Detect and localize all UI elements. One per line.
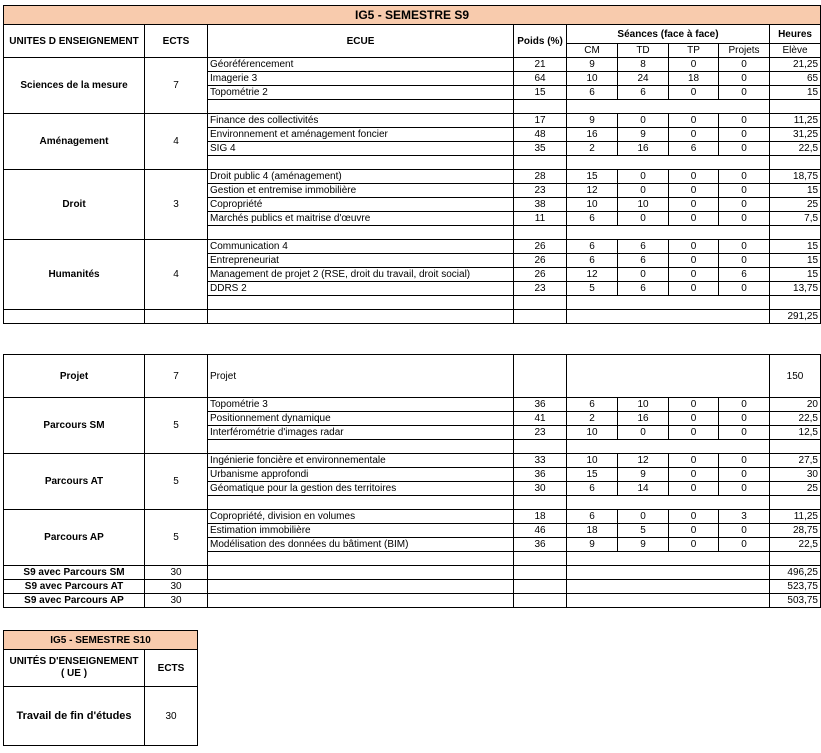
cm-cell: 18 bbox=[567, 524, 618, 538]
cm-cell: 12 bbox=[567, 268, 618, 282]
tp-cell: 0 bbox=[669, 114, 719, 128]
heures-cell: 15 bbox=[770, 184, 821, 198]
projets-cell: 0 bbox=[719, 282, 770, 296]
tp-cell: 0 bbox=[669, 198, 719, 212]
header-row bbox=[4, 25, 821, 44]
table-cell bbox=[567, 226, 770, 240]
summary-label: S9 avec Parcours AT bbox=[4, 580, 145, 594]
summary-ects: 30 bbox=[145, 594, 208, 608]
projets-cell: 0 bbox=[719, 538, 770, 552]
tp-cell: 0 bbox=[669, 426, 719, 440]
s10-ue-ects: 30 bbox=[145, 687, 198, 746]
summary-row bbox=[4, 580, 821, 594]
poids-cell: 18 bbox=[514, 510, 567, 524]
td-cell: 6 bbox=[618, 254, 669, 268]
td-cell: 6 bbox=[618, 240, 669, 254]
table-cell bbox=[567, 566, 770, 580]
heures-cell: 11,25 bbox=[770, 114, 821, 128]
table-cell bbox=[208, 156, 514, 170]
header-heures: Heures bbox=[770, 25, 821, 44]
table-row bbox=[4, 114, 821, 128]
table-cell bbox=[567, 156, 770, 170]
poids-cell: 36 bbox=[514, 398, 567, 412]
ecue-name: Copropriété, division en volumes bbox=[208, 510, 514, 524]
table-cell bbox=[514, 496, 567, 510]
ecue-name: Communication 4 bbox=[208, 240, 514, 254]
table-cell bbox=[514, 594, 567, 608]
td-cell: 0 bbox=[618, 510, 669, 524]
table-cell bbox=[4, 310, 145, 324]
table-cell bbox=[145, 310, 208, 324]
tp-cell: 0 bbox=[669, 454, 719, 468]
table-cell bbox=[514, 355, 567, 398]
cm-cell: 6 bbox=[567, 510, 618, 524]
td-cell: 16 bbox=[618, 142, 669, 156]
ue-ects: 4 bbox=[145, 240, 208, 310]
summary-label: S9 avec Parcours SM bbox=[4, 566, 145, 580]
projets-cell: 0 bbox=[719, 398, 770, 412]
summary-row bbox=[4, 594, 821, 608]
projet-heures: 150 bbox=[770, 355, 821, 398]
summary-row bbox=[4, 566, 821, 580]
tp-cell: 0 bbox=[669, 254, 719, 268]
projets-cell: 0 bbox=[719, 58, 770, 72]
table-cell bbox=[514, 296, 567, 310]
ecue-name: Interférométrie d'images radar bbox=[208, 426, 514, 440]
table-cell bbox=[208, 552, 514, 566]
projets-cell: 6 bbox=[719, 268, 770, 282]
table-cell bbox=[770, 226, 821, 240]
tp-cell: 0 bbox=[669, 240, 719, 254]
heures-cell: 28,75 bbox=[770, 524, 821, 538]
ue-name: Parcours AP bbox=[4, 510, 145, 566]
title-row bbox=[4, 6, 821, 25]
summary-ects: 30 bbox=[145, 580, 208, 594]
header-ecue: ECUE bbox=[208, 25, 514, 58]
td-cell: 0 bbox=[618, 184, 669, 198]
cm-cell: 16 bbox=[567, 128, 618, 142]
poids-cell: 23 bbox=[514, 426, 567, 440]
tp-cell: 0 bbox=[669, 170, 719, 184]
table-cell bbox=[567, 310, 770, 324]
td-cell: 0 bbox=[618, 170, 669, 184]
header-projets: Projets bbox=[719, 44, 770, 58]
projets-cell: 0 bbox=[719, 170, 770, 184]
cm-cell: 2 bbox=[567, 142, 618, 156]
s10-table bbox=[3, 630, 198, 746]
tp-cell: 0 bbox=[669, 212, 719, 226]
table-cell bbox=[514, 552, 567, 566]
tp-cell: 0 bbox=[669, 510, 719, 524]
ecue-name: Positionnement dynamique bbox=[208, 412, 514, 426]
summary-ects: 30 bbox=[145, 566, 208, 580]
ue-name: Droit bbox=[4, 170, 145, 240]
tp-cell: 0 bbox=[669, 524, 719, 538]
td-cell: 6 bbox=[618, 86, 669, 100]
td-cell: 8 bbox=[618, 58, 669, 72]
ecue-name: Gestion et entremise immobilière bbox=[208, 184, 514, 198]
s10-ue-name: Travail de fin d'études bbox=[4, 687, 145, 746]
header-eleve: Elève bbox=[770, 44, 821, 58]
poids-cell: 35 bbox=[514, 142, 567, 156]
table-cell bbox=[208, 566, 514, 580]
table-cell bbox=[567, 100, 770, 114]
cm-cell: 15 bbox=[567, 170, 618, 184]
grand-total-row bbox=[4, 310, 821, 324]
table-cell bbox=[514, 226, 567, 240]
table-cell bbox=[208, 226, 514, 240]
projets-cell: 0 bbox=[719, 524, 770, 538]
heures-cell: 15 bbox=[770, 254, 821, 268]
table-cell bbox=[567, 552, 770, 566]
s9-parcours-table bbox=[3, 354, 821, 608]
header-tp: TP bbox=[669, 44, 719, 58]
header-cm: CM bbox=[567, 44, 618, 58]
table-cell bbox=[770, 296, 821, 310]
poids-cell: 26 bbox=[514, 240, 567, 254]
cm-cell: 6 bbox=[567, 212, 618, 226]
ecue-name: Marchés publics et maitrise d'œuvre bbox=[208, 212, 514, 226]
header-poids: Poids (%) bbox=[514, 25, 567, 58]
td-cell: 0 bbox=[618, 426, 669, 440]
tp-cell: 0 bbox=[669, 538, 719, 552]
table-cell bbox=[567, 496, 770, 510]
ecue-name: Modélisation des données du bâtiment (BIM) bbox=[208, 538, 514, 552]
poids-cell: 26 bbox=[514, 254, 567, 268]
td-cell: 10 bbox=[618, 198, 669, 212]
poids-cell: 38 bbox=[514, 198, 567, 212]
poids-cell: 23 bbox=[514, 282, 567, 296]
ecue-name: Entrepreneuriat bbox=[208, 254, 514, 268]
heures-cell: 21,25 bbox=[770, 58, 821, 72]
cm-cell: 15 bbox=[567, 468, 618, 482]
ue-ects: 3 bbox=[145, 170, 208, 240]
table-cell bbox=[567, 580, 770, 594]
poids-cell: 36 bbox=[514, 538, 567, 552]
grand-total-cell: 291,25 bbox=[770, 310, 821, 324]
table-cell bbox=[514, 156, 567, 170]
projets-cell: 0 bbox=[719, 128, 770, 142]
table-row bbox=[4, 58, 821, 72]
tp-cell: 0 bbox=[669, 86, 719, 100]
ue-name: Parcours SM bbox=[4, 398, 145, 454]
table-cell bbox=[514, 310, 567, 324]
cm-cell: 6 bbox=[567, 86, 618, 100]
projets-cell: 0 bbox=[719, 254, 770, 268]
heures-cell: 25 bbox=[770, 198, 821, 212]
heures-cell: 15 bbox=[770, 240, 821, 254]
td-cell: 10 bbox=[618, 398, 669, 412]
table-cell bbox=[208, 100, 514, 114]
cm-cell: 9 bbox=[567, 538, 618, 552]
ecue-name: Environnement et aménagement foncier bbox=[208, 128, 514, 142]
s10-header-ects: ECTS bbox=[145, 650, 198, 687]
cm-cell: 10 bbox=[567, 426, 618, 440]
projets-cell: 0 bbox=[719, 412, 770, 426]
poids-cell: 33 bbox=[514, 454, 567, 468]
heures-cell: 7,5 bbox=[770, 212, 821, 226]
ecue-name: Urbanisme approfondi bbox=[208, 468, 514, 482]
table-row bbox=[4, 398, 821, 412]
header-seances: Séances (face à face) bbox=[567, 25, 770, 44]
td-cell: 9 bbox=[618, 468, 669, 482]
projets-cell: 0 bbox=[719, 86, 770, 100]
poids-cell: 48 bbox=[514, 128, 567, 142]
cm-cell: 9 bbox=[567, 58, 618, 72]
table-cell bbox=[208, 440, 514, 454]
heures-cell: 15 bbox=[770, 268, 821, 282]
projets-cell: 0 bbox=[719, 212, 770, 226]
cm-cell: 10 bbox=[567, 198, 618, 212]
heures-cell: 22,5 bbox=[770, 142, 821, 156]
poids-cell: 23 bbox=[514, 184, 567, 198]
table-cell bbox=[567, 440, 770, 454]
poids-cell: 26 bbox=[514, 268, 567, 282]
table-cell bbox=[208, 310, 514, 324]
ecue-name: Estimation immobilière bbox=[208, 524, 514, 538]
poids-cell: 15 bbox=[514, 86, 567, 100]
table-cell bbox=[208, 594, 514, 608]
ue-ects: 7 bbox=[145, 58, 208, 114]
tp-cell: 0 bbox=[669, 128, 719, 142]
cm-cell: 10 bbox=[567, 72, 618, 86]
poids-cell: 28 bbox=[514, 170, 567, 184]
ue-ects: 5 bbox=[145, 454, 208, 510]
projets-cell: 3 bbox=[719, 510, 770, 524]
td-cell: 16 bbox=[618, 412, 669, 426]
table-cell bbox=[208, 496, 514, 510]
summary-heures: 503,75 bbox=[770, 594, 821, 608]
header-ects: ECTS bbox=[145, 25, 208, 58]
cm-cell: 5 bbox=[567, 282, 618, 296]
heures-cell: 22,5 bbox=[770, 538, 821, 552]
ue-ects: 4 bbox=[145, 114, 208, 170]
cm-cell: 10 bbox=[567, 454, 618, 468]
table-cell bbox=[514, 566, 567, 580]
cm-cell: 2 bbox=[567, 412, 618, 426]
ue-ects: 5 bbox=[145, 398, 208, 454]
heures-cell: 13,75 bbox=[770, 282, 821, 296]
table-cell bbox=[208, 580, 514, 594]
heures-cell: 22,5 bbox=[770, 412, 821, 426]
td-cell: 24 bbox=[618, 72, 669, 86]
tp-cell: 0 bbox=[669, 58, 719, 72]
table-row bbox=[4, 454, 821, 468]
ue-name: Sciences de la mesure bbox=[4, 58, 145, 114]
table-cell bbox=[514, 440, 567, 454]
poids-cell: 36 bbox=[514, 468, 567, 482]
projets-cell: 0 bbox=[719, 426, 770, 440]
td-cell: 0 bbox=[618, 114, 669, 128]
ecue-name: Finance des collectivités bbox=[208, 114, 514, 128]
td-cell: 6 bbox=[618, 282, 669, 296]
td-cell: 9 bbox=[618, 538, 669, 552]
tp-cell: 18 bbox=[669, 72, 719, 86]
s10-header-ue bbox=[4, 650, 145, 687]
summary-heures: 523,75 bbox=[770, 580, 821, 594]
ecue-name: Topométrie 3 bbox=[208, 398, 514, 412]
s10-header-ue-line1: UNITÉS D'ENSEIGNEMENT bbox=[9, 656, 139, 667]
table-cell bbox=[770, 156, 821, 170]
td-cell: 12 bbox=[618, 454, 669, 468]
poids-cell: 17 bbox=[514, 114, 567, 128]
tp-cell: 0 bbox=[669, 482, 719, 496]
tp-cell: 0 bbox=[669, 268, 719, 282]
cm-cell: 6 bbox=[567, 254, 618, 268]
tp-cell: 0 bbox=[669, 184, 719, 198]
ue-name: Humanités bbox=[4, 240, 145, 310]
poids-cell: 46 bbox=[514, 524, 567, 538]
projet-ue: Projet bbox=[4, 355, 145, 398]
projets-cell: 0 bbox=[719, 454, 770, 468]
poids-cell: 21 bbox=[514, 58, 567, 72]
projets-cell: 0 bbox=[719, 482, 770, 496]
td-cell: 5 bbox=[618, 524, 669, 538]
ecue-name: Géoréférencement bbox=[208, 58, 514, 72]
poids-cell: 30 bbox=[514, 482, 567, 496]
ecue-name: Topométrie 2 bbox=[208, 86, 514, 100]
ecue-name: Géomatique pour la gestion des territoires bbox=[208, 482, 514, 496]
poids-cell: 41 bbox=[514, 412, 567, 426]
tp-cell: 0 bbox=[669, 398, 719, 412]
projet-ects: 7 bbox=[145, 355, 208, 398]
projets-cell: 0 bbox=[719, 184, 770, 198]
s10-title: IG5 - SEMESTRE S10 bbox=[4, 631, 198, 650]
ecue-name: SIG 4 bbox=[208, 142, 514, 156]
table-cell bbox=[208, 296, 514, 310]
header-td: TD bbox=[618, 44, 669, 58]
td-cell: 14 bbox=[618, 482, 669, 496]
projets-cell: 0 bbox=[719, 468, 770, 482]
ecue-name: Imagerie 3 bbox=[208, 72, 514, 86]
cm-cell: 9 bbox=[567, 114, 618, 128]
ecue-name: Copropriété bbox=[208, 198, 514, 212]
ecue-name: DDRS 2 bbox=[208, 282, 514, 296]
header-ue: UNITES D ENSEIGNEMENT bbox=[4, 25, 145, 58]
table-cell bbox=[567, 594, 770, 608]
ecue-name: Ingénierie foncière et environnementale bbox=[208, 454, 514, 468]
heures-cell: 12,5 bbox=[770, 426, 821, 440]
summary-heures: 496,25 bbox=[770, 566, 821, 580]
projets-cell: 0 bbox=[719, 72, 770, 86]
s9-title: IG5 - SEMESTRE S9 bbox=[4, 6, 821, 25]
table-cell bbox=[514, 580, 567, 594]
projet-row bbox=[4, 355, 821, 398]
table-row bbox=[4, 510, 821, 524]
heures-cell: 31,25 bbox=[770, 128, 821, 142]
tp-cell: 6 bbox=[669, 142, 719, 156]
heures-cell: 25 bbox=[770, 482, 821, 496]
table-cell bbox=[770, 552, 821, 566]
cm-cell: 6 bbox=[567, 240, 618, 254]
projets-cell: 0 bbox=[719, 198, 770, 212]
projet-ecue: Projet bbox=[208, 355, 514, 398]
table-cell bbox=[770, 496, 821, 510]
td-cell: 9 bbox=[618, 128, 669, 142]
table-cell bbox=[770, 100, 821, 114]
tp-cell: 0 bbox=[669, 412, 719, 426]
poids-cell: 11 bbox=[514, 212, 567, 226]
cm-cell: 6 bbox=[567, 482, 618, 496]
ecue-name: Droit public 4 (aménagement) bbox=[208, 170, 514, 184]
summary-label: S9 avec Parcours AP bbox=[4, 594, 145, 608]
cm-cell: 6 bbox=[567, 398, 618, 412]
table-row bbox=[4, 170, 821, 184]
table-cell bbox=[514, 100, 567, 114]
heures-cell: 15 bbox=[770, 86, 821, 100]
poids-cell: 64 bbox=[514, 72, 567, 86]
projets-cell: 0 bbox=[719, 240, 770, 254]
heures-cell: 20 bbox=[770, 398, 821, 412]
ecue-name: Management de projet 2 (RSE, droit du travail, droit social) bbox=[208, 268, 514, 282]
heures-cell: 30 bbox=[770, 468, 821, 482]
table-cell bbox=[567, 355, 770, 398]
ue-name: Aménagement bbox=[4, 114, 145, 170]
table-row bbox=[4, 240, 821, 254]
td-cell: 0 bbox=[618, 212, 669, 226]
heures-cell: 11,25 bbox=[770, 510, 821, 524]
td-cell: 0 bbox=[618, 268, 669, 282]
ue-ects: 5 bbox=[145, 510, 208, 566]
cm-cell: 12 bbox=[567, 184, 618, 198]
heures-cell: 65 bbox=[770, 72, 821, 86]
tp-cell: 0 bbox=[669, 468, 719, 482]
projets-cell: 0 bbox=[719, 114, 770, 128]
ue-name: Parcours AT bbox=[4, 454, 145, 510]
projets-cell: 0 bbox=[719, 142, 770, 156]
table-cell bbox=[567, 296, 770, 310]
heures-cell: 18,75 bbox=[770, 170, 821, 184]
table-cell bbox=[770, 440, 821, 454]
heures-cell: 27,5 bbox=[770, 454, 821, 468]
s9-table bbox=[3, 5, 821, 324]
s10-header-ue-line2: ( UE ) bbox=[60, 668, 88, 679]
tp-cell: 0 bbox=[669, 282, 719, 296]
